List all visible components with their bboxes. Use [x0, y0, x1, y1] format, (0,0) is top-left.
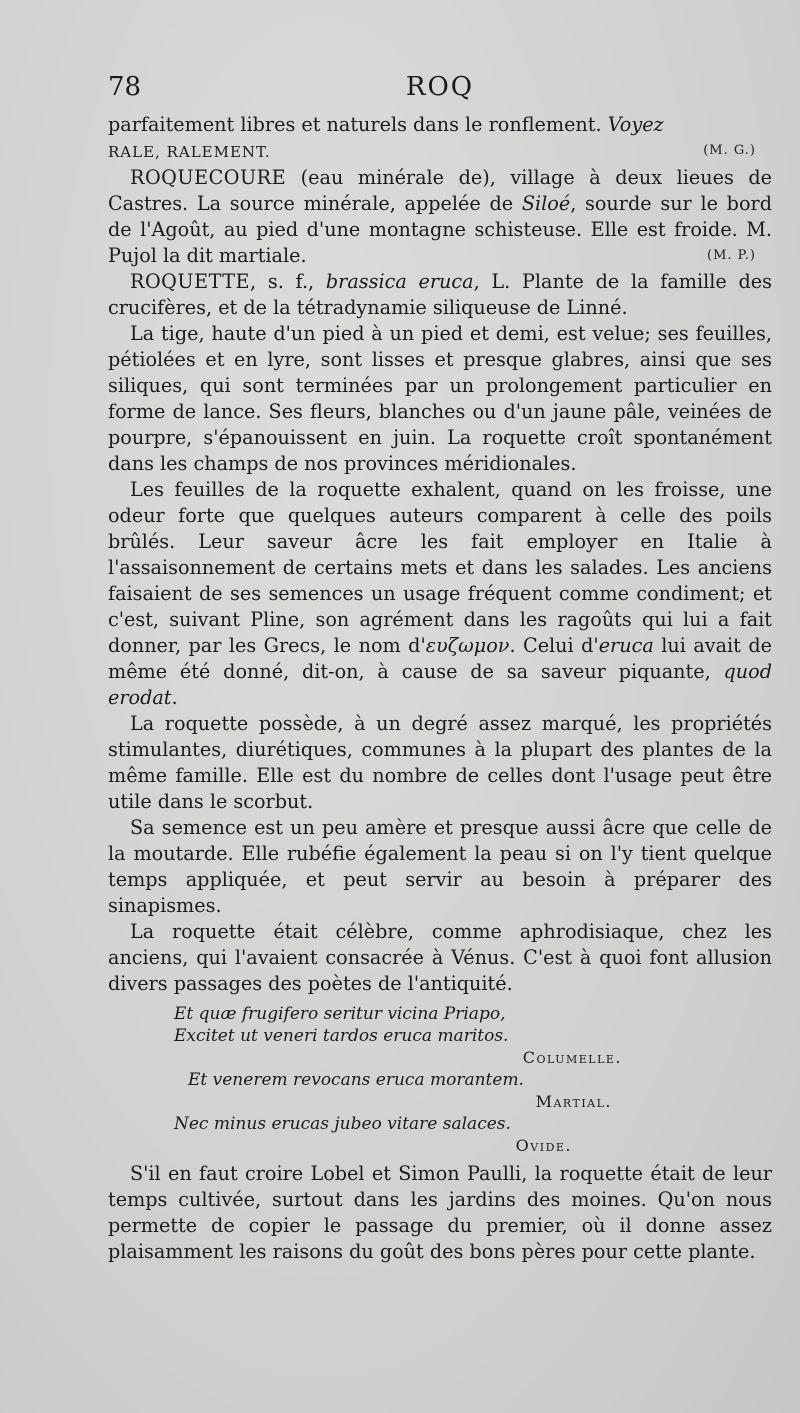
- text-span: lui avait de même été donné, dit-on, à cause de sa saveur piquante,: [108, 634, 772, 683]
- text-span: parfaitement libres et naturels dans le ronflement.: [108, 113, 608, 136]
- paragraph: [108, 477, 772, 711]
- italic-term: quod erodat: [108, 660, 772, 709]
- greek-term: ευζωμον: [425, 634, 510, 657]
- entry-roquecoure: [108, 165, 772, 269]
- quote-author: Martial.: [535, 1092, 612, 1111]
- paragraph: S'il en faut croire Lobel et Simon Paulli, la roquette était de leur temps cultivée, surtout dans les jardins des moines. Qu'on nous permette de copier le passage du premier, où il donne assez plaisamment les raisons du goût des bons pères pour cette plante.: [108, 1162, 772, 1263]
- paragraph-continuation: [108, 112, 772, 165]
- author-signature: (M. G.): [703, 143, 756, 158]
- quote-author: Columelle.: [522, 1048, 622, 1067]
- running-title: ROQ: [405, 72, 475, 102]
- cross-ref-voyez: Voyez: [607, 113, 664, 136]
- text-span: (eau minérale de), village à deux lieues de Castres. La source minérale, appelée de: [108, 166, 772, 215]
- page: [108, 72, 772, 1265]
- cross-ref-terms: RALE, RALEMENT.: [108, 143, 271, 161]
- verse-line: Et venerem revocans eruca morantem.: [188, 1070, 524, 1090]
- page-header: [108, 72, 772, 112]
- headword: ROQUETTE: [130, 270, 251, 293]
- text-span: , sourde sur le bord de l'Agoût, au pied d'une montagne schisteuse. Elle est froide. M. Pujol la dit martiale.: [108, 192, 772, 267]
- verse-line: Et quæ frugifero seritur vicina Priapo,: [174, 1004, 506, 1024]
- entry-roquette: [108, 269, 772, 321]
- text-span: , s. f.,: [250, 270, 326, 293]
- author-signature: (M. P.): [707, 248, 756, 263]
- text-span: . Celui d': [509, 634, 599, 657]
- paragraph: La roquette était célèbre, comme aphrodisiaque, chez les anciens, qui l'avaient consacrée à Vénus. C'est à quoi font allusion divers passages des poètes de l'antiquité.: [108, 920, 772, 995]
- quote-author: Ovide.: [515, 1136, 572, 1155]
- latin-name: brassica eruca: [325, 270, 474, 293]
- headword: ROQUECOURE: [130, 166, 287, 189]
- verse-line: Excitet ut veneri tardos eruca maritos.: [174, 1026, 509, 1046]
- text-span: .: [171, 686, 178, 709]
- text-span: , L. Plante de la famille des crucifères, et de la tétradynamie siliqueuse de Linné.: [108, 270, 772, 319]
- page-number: 78: [108, 72, 142, 102]
- paragraph: La roquette possède, à un degré assez marqué, les propriétés stimulantes, diurétiques, communes à la plupart des plantes de la même famille. Elle est du nombre de celles dont l'usage peut être utile dans le scorbut.: [108, 712, 772, 813]
- body-text: [108, 112, 772, 1265]
- paragraph: Sa semence est un peu amère et presque aussi âcre que celle de la moutarde. Elle rubéfie également la peau si on l'y tient quelque temps appliquée, et peut servir au besoin à préparer des sinapismes.: [108, 816, 772, 917]
- paragraph: La tige, haute d'un pied à un pied et demi, est velue; ses feuilles, pétiolées et en lyre, sont lisses et presque glabres, ainsi que ses siliques, qui sont terminées par un prolongement particulier en forme de lance. Ses fleurs, blanches ou d'un jaune pâle, veinées de pourpre, s'épanouissent en juin. La roquette croît spontanément dans les champs de nos provinces méridionales.: [108, 322, 772, 475]
- italic-term: eruca: [598, 634, 654, 657]
- text-span: Les feuilles de la roquette exhalent, quand on les froisse, une odeur forte que quelques auteurs comparent à celle des poils brûlés. Leur saveur âcre les fait employer en Italie à l'assaisonnement de certains mets et dans les salades. Les anciens faisaient de ses semences un usage fréquent comme condiment; et c'est, suivant Pline, son agrément dans les ragoûts qui lui a fait donner, par les Grecs, le nom d': [108, 478, 772, 657]
- verse-line: Nec minus erucas jubeo vitare salaces.: [174, 1114, 511, 1134]
- italic-term: Siloé: [521, 192, 571, 215]
- verse-quotations: [108, 1003, 772, 1157]
